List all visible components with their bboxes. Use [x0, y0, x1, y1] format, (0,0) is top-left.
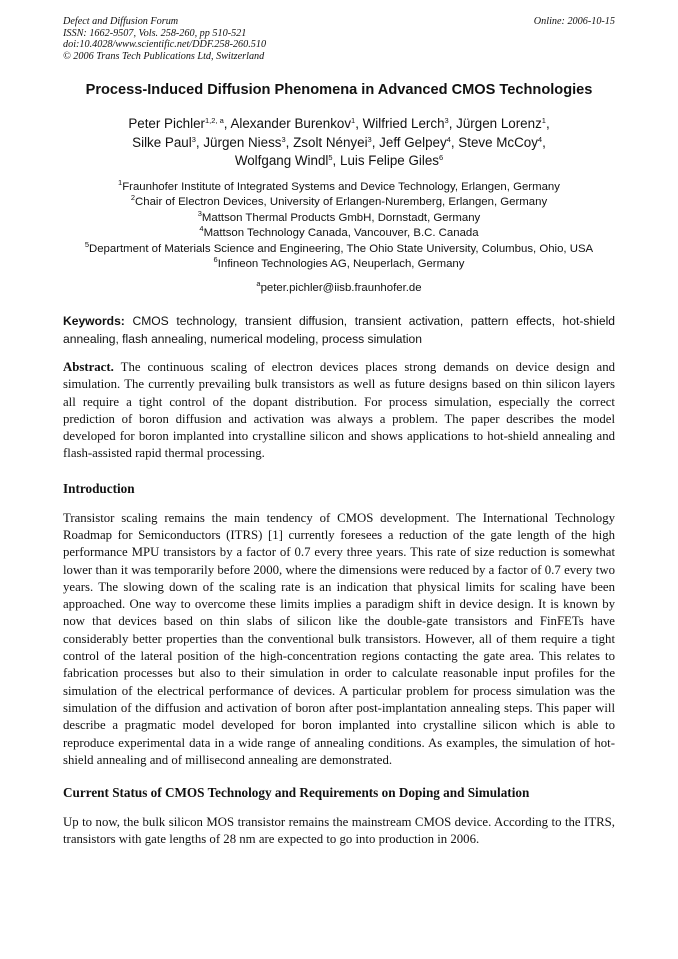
- author-name: Wilfried Lerch: [362, 116, 445, 132]
- abstract: [63, 359, 615, 463]
- current-status-paragraph: Up to now, the bulk silicon MOS transistor remains the mainstream CMOS device. According to the ITRS, transistors with gate lengths of 28 nm are expected to go into production in 2006.: [63, 815, 615, 847]
- email-address: peter.pichler@iisb.fraunhofer.de: [260, 282, 422, 295]
- author-sup: 3: [281, 134, 286, 144]
- doi-line: doi:10.4028/www.scientific.net/DDF.258-260.510: [63, 39, 267, 51]
- author-name: Steve McCoy: [458, 134, 538, 150]
- keywords-text: CMOS technology, transient diffusion, transient activation, pattern effects, hot-shield annealing, flash annealing, numerical modeling, process simulation: [63, 314, 615, 347]
- author-sup: 3: [444, 116, 449, 126]
- paper-page: [63, 16, 615, 849]
- affiliation: $^1$Fraunhofer Institute of Integrated Systems and Device Technology, Erlangen, Germany: [118, 177, 560, 193]
- contact-email: [63, 279, 615, 295]
- section-heading-introduction: Introduction: [63, 480, 135, 496]
- author-name: Jürgen Lorenz: [456, 116, 542, 132]
- author-sup: 6: [439, 153, 444, 163]
- author-list: [63, 115, 615, 171]
- email-sup: a: [256, 279, 261, 289]
- paper-title: Process-Induced Diffusion Phenomena in Advanced CMOS Technologies: [85, 82, 593, 99]
- author-name: Wolfgang Windl: [234, 153, 329, 169]
- affiliation-list: [63, 177, 615, 272]
- affiliation: $^6$Infineon Technologies AG, Neuperlach, Germany: [213, 254, 465, 270]
- author-name: Zsolt Nényei: [293, 134, 368, 150]
- author-sup: 1: [351, 116, 356, 126]
- journal-name: Defect and Diffusion Forum: [63, 16, 179, 27]
- author-name: Peter Pichler: [128, 116, 205, 132]
- author-name: Jürgen Niess: [203, 134, 282, 150]
- author-sup: 5: [328, 153, 333, 163]
- online-date: Online: 2006-10-15: [533, 16, 615, 27]
- affiliation: $^5$Department of Materials Science and Engineering, The Ohio State University, Columbus, Ohio, USA: [84, 239, 594, 255]
- affiliation: $^4$Mattson Technology Canada, Vancouver, B.C. Canada: [199, 224, 479, 240]
- abstract-text: The continuous scaling of electron devices places strong demands on device design and simulation. The currently prevailing bulk transistors as well as future designs based on thin silicon layers all require a tight control of the dopant distribution. For process simulation, especially the correct prediction of boron diffusion and activation was always a problem. The paper describes the model developed for boron implanted into crystalline silicon and shows applications to hot-shield annealing and flash-assisted rapid thermal processing.: [63, 359, 615, 461]
- author-sup: 1: [541, 116, 546, 126]
- journal-header: [63, 16, 615, 62]
- affiliation: $^3$Mattson Thermal Products GmbH, Dornstadt, Germany: [197, 208, 481, 224]
- author-line: Silke Paul$^3$, Jürgen Niess$^3$, Zsolt Nényei$^3$, Jeff Gelpey$^4$, Steve McCoy$^4$,: [132, 134, 546, 150]
- author-sup: 1,2, a: [204, 116, 224, 126]
- author-sup: 3: [191, 134, 196, 144]
- affiliation: $^2$Chair of Electron Devices, University of Erlangen-Nuremberg, Erlangen, Germany: [130, 193, 548, 209]
- section-heading-current-status: Current Status of CMOS Technology and Requirements on Doping and Simulation: [63, 785, 530, 801]
- author-sup: 3: [367, 134, 372, 144]
- author-name: Silke Paul: [132, 134, 192, 150]
- author-sup: 4: [537, 134, 543, 144]
- issn-line: ISSN: 1662-9507, Vols. 258-260, pp 510-521: [63, 27, 247, 39]
- author-name: Luis Felipe Giles: [340, 153, 439, 169]
- abstract-label: Abstract.: [63, 359, 114, 374]
- author-line: Peter Pichler$^{1,2, a}$, Alexander Burenkov$^1$, Wilfried Lerch$^3$, Jürgen Lorenz$^1$,: [128, 116, 550, 132]
- author-name: Jeff Gelpey: [379, 134, 447, 150]
- keywords: [63, 313, 615, 349]
- keywords-label: Keywords:: [63, 314, 125, 329]
- author-line: Wolfgang Windl$^5$, Luis Felipe Giles$^6$: [234, 153, 444, 169]
- introduction-paragraph: Transistor scaling remains the main tendency of CMOS development. The International Technology Roadmap for Semiconductors (ITRS) [1] currently foresees a reduction of the gate length of the high performance MPU transistors by a factor of 0.7 every three years. This rate of size reduction is somewhat lower than it was temporarily before 2000, where the dimensions were reduced by a factor of 0.7 every two years. The slowing down of the scaling rate is an indication that physical limits for scaling have been approached. One way to overcome these limits implies a paradigm shift in device design. It is known by now that devices based on thin slabs of silicon like the double-gate transistors and FinFETs have considerably better properties than the conventional bulk transistors. However, all of them require a tight control of the lateral position of the high-concentration regions contacting the gate area. This relates to fabrication processes but also to their simulation in order to calculate reasonable input profiles for the simulation of the electrical performance of devices. A particular problem for process simulation was the simulation of the diffusion and activation of boron after post-implantation annealing steps. This paper will describe a pragmatic model developed for boron implanted into crystalline silicon which is able to reproduce experimental data in a wide range of annealing conditions. As examples, the simulation of hot-shield annealing and of millisecond annealing are demonstrated.: [63, 510, 615, 767]
- author-sup: 4: [446, 134, 451, 144]
- author-name: Alexander Burenkov: [230, 116, 352, 132]
- copyright-line: © 2006 Trans Tech Publications Ltd, Switzerland: [63, 50, 265, 62]
